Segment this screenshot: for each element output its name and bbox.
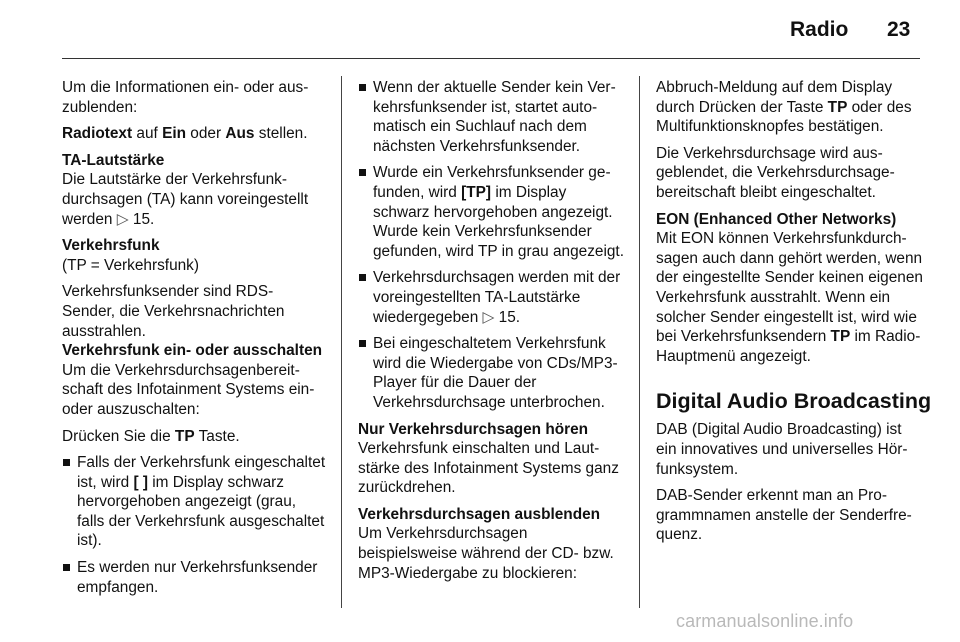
- aus-label: Aus: [225, 125, 255, 143]
- column-divider-1: [341, 76, 342, 608]
- bullet-item: [358, 163, 624, 261]
- verkehrsfunk-heading: Verkehrsfunk: [62, 237, 160, 255]
- dab-text-1: DAB (Digital Audio Broadcasting) ist ein innovatives und universelles Hörfunksystem.: [656, 421, 908, 478]
- column-divider-2: [639, 76, 640, 608]
- page-ref: 15.: [498, 308, 521, 326]
- text-fragment: Die Lautstärke der Verkehrsfunkdurchsagen (TA) kann voreingestellt werden: [62, 171, 309, 228]
- eon-heading: EON (Enhanced Other Networks): [656, 210, 897, 228]
- eon-text: [656, 229, 924, 366]
- page-number: 23: [887, 18, 911, 41]
- text-fragment: Mit EON können Verkehrsfunkdurchsagen auch dann gehört werden, wenn der eingestellte Sender keinen eigenen Verkehrsfunk ausstrahlt. Wenn ein solcher Sender eingestellt ist, wird wie bei Verkehrsfunksendern: [656, 230, 923, 346]
- text-fragment: Verkehrsdurchsagen werden mit der voreingestellten TA-Lautstärke wiedergegeben: [373, 269, 621, 326]
- tp-label: TP: [174, 427, 195, 445]
- press-tp-instruction: [62, 427, 326, 447]
- verkehrsfunk-text: Verkehrsfunksender sind RDS-Sender, die Verkehrsnachrichten ausstrahlen.: [62, 283, 285, 340]
- dab-text-2: DAB-Sender erkennt man an Programmnamen anstelle der Senderfrequenz.: [656, 487, 912, 544]
- ta-volume-text: [62, 170, 326, 229]
- hidden-text: Die Verkehrsdurchsage wird ausgeblendet, die Verkehrsdurchsagebereitschaft bleibt eingeschaltet.: [656, 144, 895, 201]
- text-fragment: im Radio-Hauptmenü angezeigt.: [656, 328, 921, 365]
- listen-heading: Nur Verkehrsdurchsagen hören: [358, 420, 589, 438]
- verkehrsfunk-definition: (TP = Verkehrsfunk): [62, 256, 200, 274]
- column-3: [656, 78, 932, 552]
- text-fragment: oder des Multifunktionsknopfes bestätigen.: [656, 98, 912, 136]
- text-fragment: im Display schwarz hervorgehoben angezeigt. Wurde kein Verkehrsfunksender gefunden, wird TP in grau angezeigt.: [373, 183, 624, 260]
- page-header: [0, 0, 960, 62]
- dab-heading: Digital Audio Broadcasting: [656, 389, 932, 414]
- tp-label: TP: [830, 328, 851, 346]
- radiotext-instruction: [62, 124, 326, 144]
- column-2: [358, 78, 624, 590]
- ein-label: Ein: [162, 125, 187, 143]
- onoff-heading: Verkehrsfunk ein- oder ausschalten: [62, 342, 323, 360]
- ta-volume-heading: TA-Lautstärke: [62, 151, 165, 169]
- onoff-text: Um die Verkehrsdurchsagenbereitschaft des Infotainment Systems ein- oder auszuschalten:: [62, 361, 315, 418]
- abort-text: [656, 78, 924, 137]
- bullet-item: [358, 268, 624, 327]
- section-title: Radio: [790, 18, 849, 41]
- tp-indicator: [TP]: [461, 183, 492, 201]
- text-fragment: im Display schwarz hervorgehoben angezeigt (grau, falls der Verkehrsfunk ausgeschaltet ist).: [77, 473, 325, 550]
- watermark: carmanualsonline.info: [676, 611, 854, 631]
- column-1: [62, 78, 326, 604]
- bullet-item: Wenn der aktuelle Sender kein Verkehrsfunksender ist, startet automatisch ein Suchlauf nach dem nächsten Verkehrsfunksender.: [358, 78, 624, 156]
- tp-indicator: [ ]: [133, 473, 148, 491]
- text-fragment: Falls der Verkehrsfunk eingeschaltet ist, wird: [77, 454, 326, 491]
- listen-text: Verkehrsfunk einschalten und Lautstärke des Infotainment Systems ganz zurückdrehen.: [358, 440, 619, 497]
- text-fragment: Taste.: [194, 427, 240, 445]
- text-fragment: stellen.: [254, 125, 308, 143]
- intro-paragraph: Um die Informationen ein- oder auszublenden:: [62, 79, 309, 116]
- text-fragment: auf: [132, 125, 163, 143]
- text-fragment: Abbruch-Meldung auf dem Display durch Drücken der Taste: [656, 79, 893, 116]
- bullet-item: [62, 453, 326, 551]
- page-ref-icon: ▷: [116, 210, 129, 228]
- bullet-item: Es werden nur Verkehrsfunksender empfangen.: [62, 558, 326, 597]
- tp-label: TP: [827, 98, 848, 116]
- bullet-item: Bei eingeschaltetem Verkehrsfunk wird die Wiedergabe von CDs/MP3-Player für die Dauer der Verkehrsdurchsage unterbrochen.: [358, 334, 624, 412]
- text-fragment: Drücken Sie die: [62, 427, 175, 445]
- header-divider: [62, 58, 920, 59]
- hide-text: Um Verkehrsdurchsagen beispielsweise während der CD- bzw. MP3-Wiedergabe zu blockieren:: [358, 525, 614, 582]
- radiotext-label: Radiotext: [62, 125, 133, 143]
- page-ref-icon: ▷: [482, 308, 495, 326]
- hide-heading: Verkehrsdurchsagen ausblenden: [358, 505, 601, 523]
- text-fragment: oder: [186, 125, 226, 143]
- page-ref: 15.: [132, 210, 155, 228]
- text-fragment: Wurde ein Verkehrsfunksender gefunden, wird: [373, 164, 611, 201]
